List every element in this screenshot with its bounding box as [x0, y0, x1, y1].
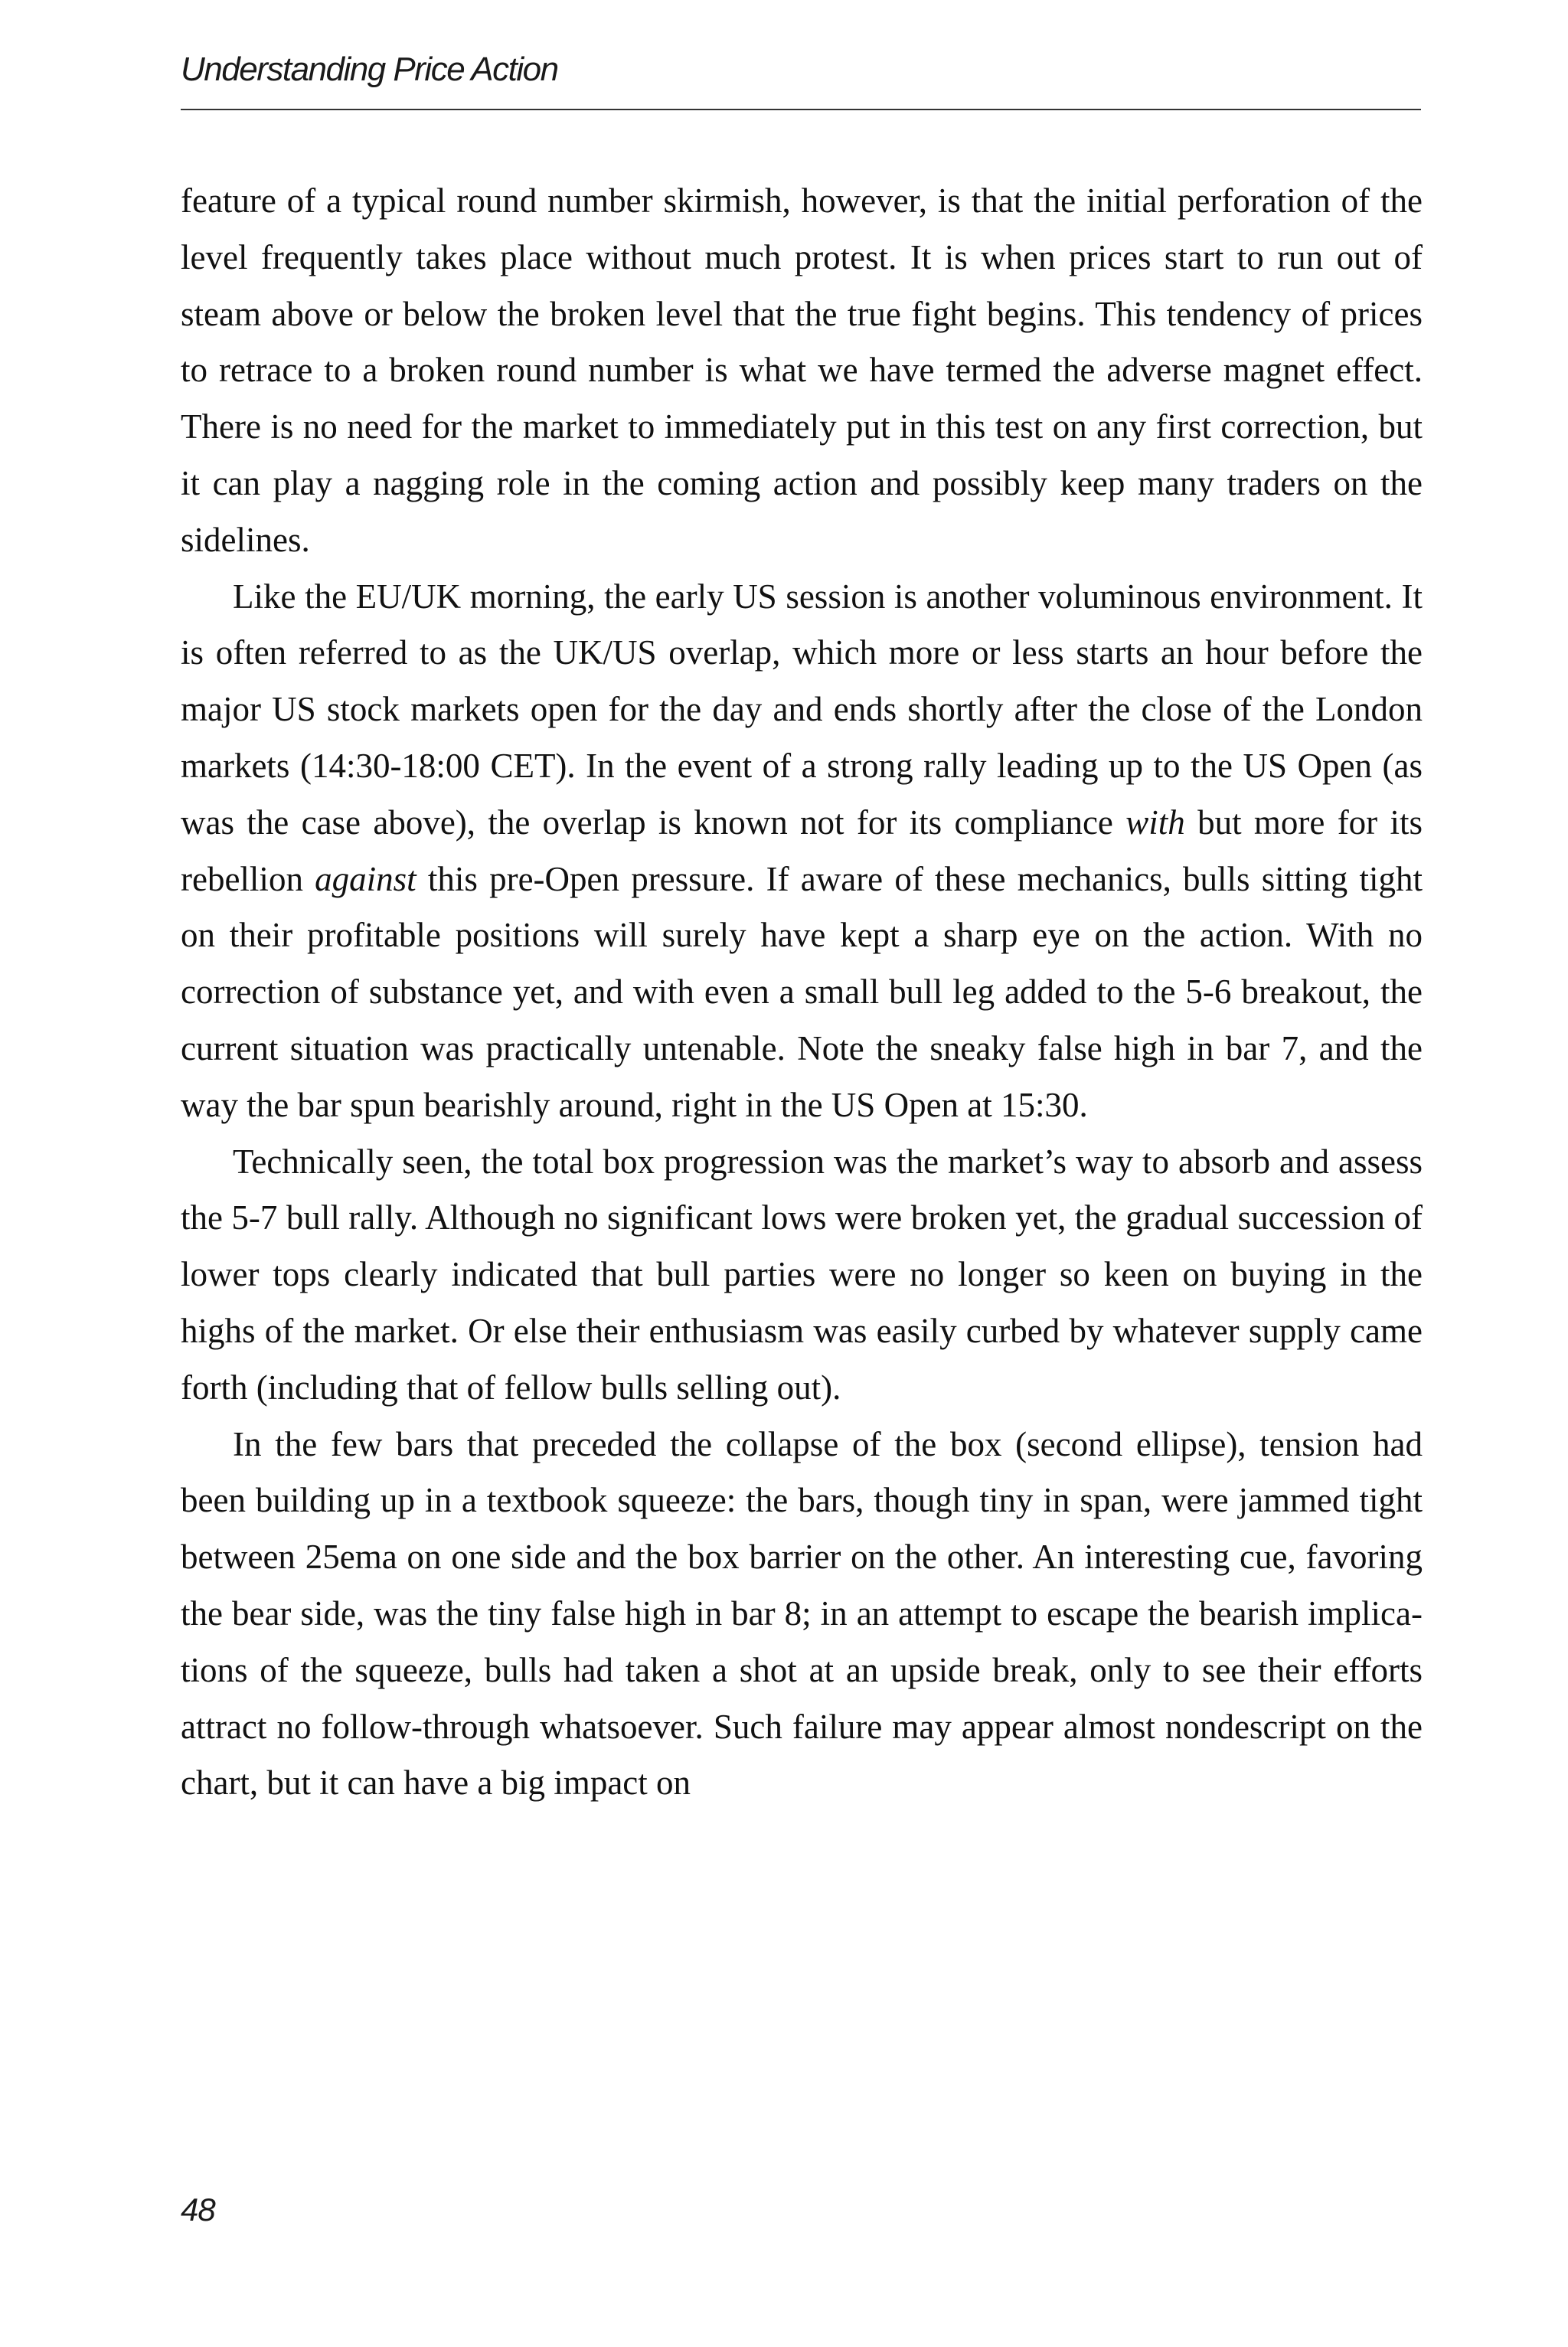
- page-number: 48: [181, 2192, 215, 2228]
- paragraph: [181, 569, 1423, 1134]
- emphasis-text: against: [315, 859, 416, 898]
- emphasis-text: with: [1125, 802, 1185, 842]
- paragraph-text: In the few bars that preceded the collapse of the box (second ellipse), tension had been building up in a textbook squeeze: the bars, though tiny in span, were jammed tight between 25ema on one side and the box barrier on the other. An interesting cue, favoring the bear side, was the tiny false high in bar 8; in an attempt to escape the bearish implications of the squeeze, bulls had taken a shot at an upside break, only to see their efforts attract no follow-through whatsoever. Such failure may appear almost nondescript on the chart, but it can have a big impact on: [181, 1424, 1423, 1803]
- paragraph: [181, 173, 1423, 569]
- paragraph-text: feature of a typical round number skirmish, however, is that the initial perforation of the level frequently takes place without much protest. It is when prices start to run out of steam above or below the broken level that the true fight begins. This tendency of prices to retrace to a broken round number is what we have termed the adverse magnet effect. There is no need for the market to immediately put in this test on any first correction, but it can play a nagging role in the coming action and possibly keep many traders on the sidelines.: [181, 181, 1423, 559]
- header-rule: [181, 109, 1421, 110]
- body-text: [181, 173, 1423, 1812]
- running-head: Understanding Price Action: [181, 51, 558, 88]
- paragraph-text: Like the EU/UK morning, the early US session is another voluminous environment. It is often referred to as the UK/US overlap, which more or less starts an hour before the major US stock markets open for the day and ends shortly after the close of the London markets (14:30-​18:00 CET). In the event of a strong rally leading up to the US Open (as was the case above), the overlap is known not for its compliance: [181, 577, 1423, 842]
- paragraph-text: this pre-Open pressure. If aware of these mechanics, bulls sitting tight on their profitable positions will surely have kept a sharp eye on the action. With no correction of substance yet, and with even a small bull leg added to the 5-6 breakout, the current situation was practically untenable. Note the sneaky false high in bar 7, and the way the bar spun bearishly around, right in the US Open at 15:30.: [181, 859, 1423, 1124]
- paragraph-text: but more for its rebellion: [181, 802, 1423, 898]
- paragraph: [181, 1417, 1423, 1813]
- paragraph: [181, 1134, 1423, 1417]
- paragraph-text: Technically seen, the total box progression was the market’s way to absorb and assess the 5-7 bull rally. Although no significant lows were broken yet, the gradual succession of lower tops clearly indicated that bull parties were no longer so keen on buying in the highs of the market. Or else their enthusiasm was easily curbed by whatever supply came forth (including that of fellow bulls selling out).: [181, 1142, 1423, 1407]
